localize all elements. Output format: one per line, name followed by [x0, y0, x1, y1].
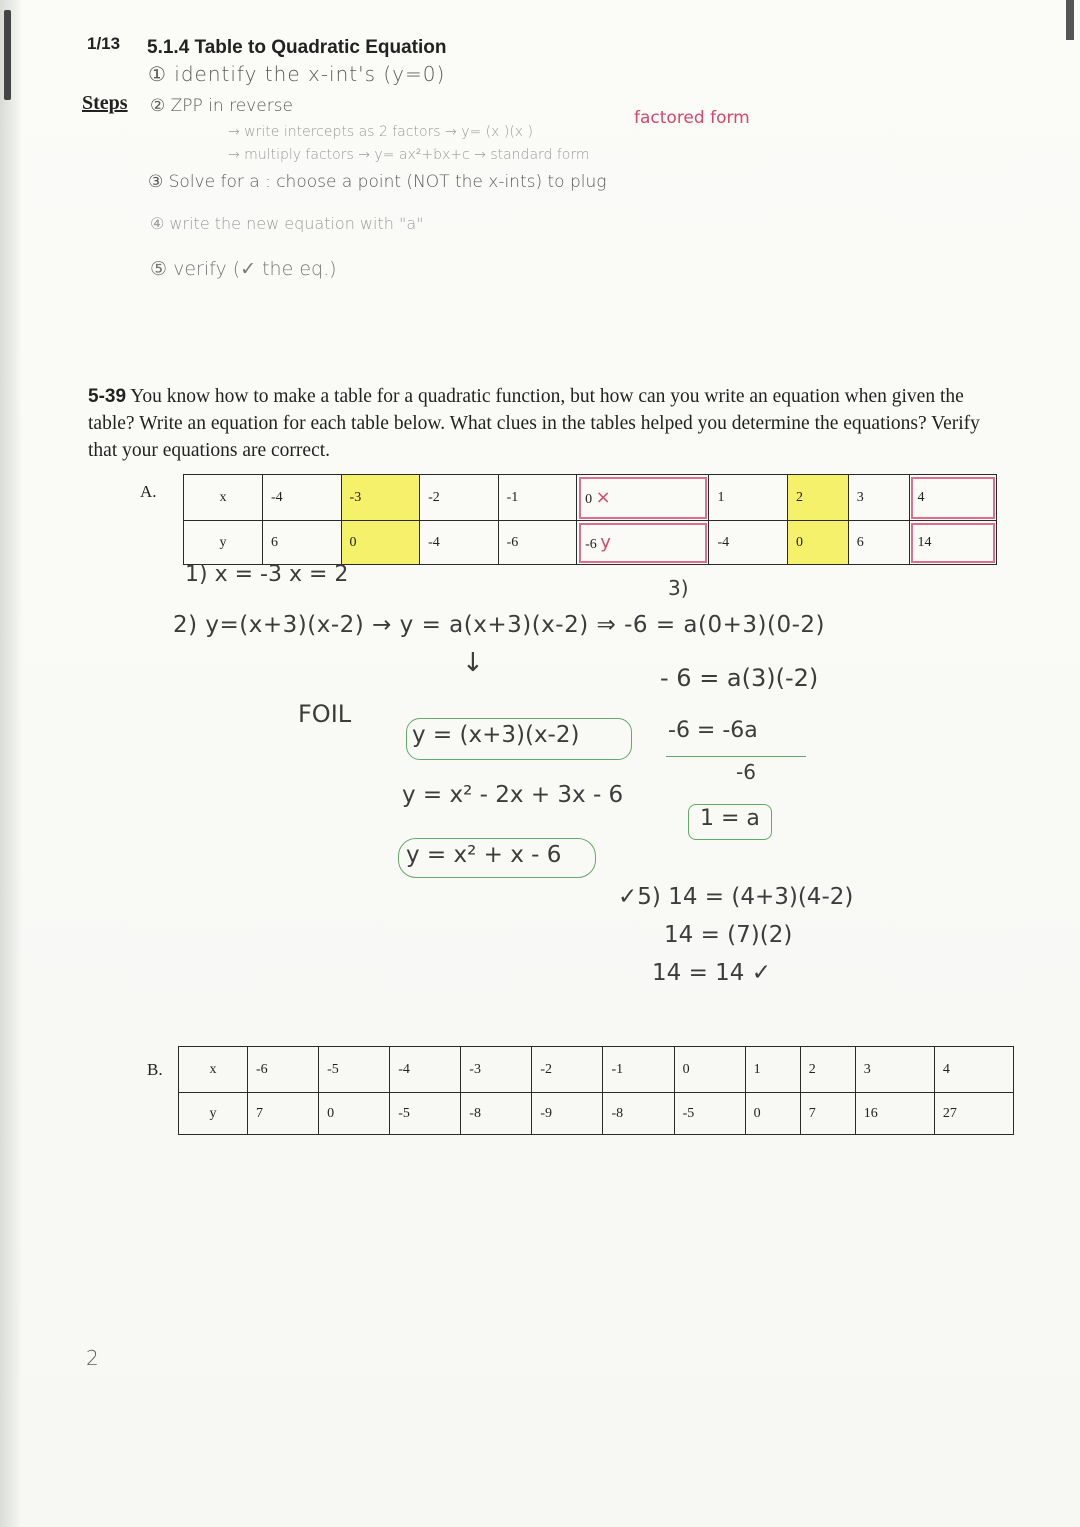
- table-b-label: B.: [147, 1060, 163, 1079]
- table-b-x-row: [179, 1047, 1014, 1093]
- problem-number: 5-39: [88, 386, 127, 407]
- table-a-y-cell: 0: [787, 521, 848, 565]
- table-a-x-cell: 4: [909, 475, 996, 521]
- work-intercepts: 1) x = -3 x = 2: [185, 562, 349, 587]
- arrow-down-icon: ↓: [462, 648, 484, 678]
- table-a-label: A.: [140, 482, 157, 501]
- table-a-y-value: -6: [585, 537, 597, 552]
- table-a-x-value: 0: [585, 492, 593, 507]
- table-a-y-cell: 6: [848, 521, 909, 565]
- table-b-x-cell: -2: [532, 1047, 603, 1093]
- table-a-y-cell: 0: [341, 521, 420, 565]
- table-a-x-row: [184, 475, 997, 521]
- table-b-y-cell: 0: [319, 1093, 390, 1135]
- work-step3-label: 3): [668, 576, 689, 600]
- table-a-x-cell: 2: [787, 475, 848, 521]
- table-a: [183, 474, 997, 565]
- table-b-y-cell: -5: [674, 1093, 745, 1135]
- table-b-x-cell: 0: [674, 1047, 745, 1093]
- note-step2b: → multiply factors → y= ax²+bx+c → standard form: [228, 147, 590, 163]
- work-a-step1: - 6 = a(3)(-2): [660, 664, 819, 692]
- table-b-x-cell: 1: [745, 1047, 800, 1093]
- table-b-y-row: [179, 1093, 1014, 1135]
- table-b-y-cell: -9: [532, 1093, 603, 1135]
- foil-label: FOIL: [298, 700, 352, 728]
- table-b-x-cell: -3: [461, 1047, 532, 1093]
- note-factored-form: factored form: [634, 108, 750, 128]
- work-a-step3: -6: [736, 760, 756, 784]
- work-factored: y = (x+3)(x-2): [412, 722, 580, 748]
- table-b-x-cell: -5: [319, 1047, 390, 1093]
- table-b-y-label: y: [179, 1093, 248, 1135]
- table-b-x-cell: 2: [800, 1047, 855, 1093]
- work-a-step2: -6 = -6a: [668, 718, 758, 743]
- work-a-value: 1 = a: [700, 806, 760, 831]
- table-a-x-cell: 3: [848, 475, 909, 521]
- note-step4: ④ write the new equation with "a": [150, 214, 424, 233]
- table-b-x-cell: -1: [603, 1047, 674, 1093]
- binder-edge: [0, 0, 22, 1527]
- steps-label: Steps: [82, 92, 128, 114]
- table-b-y-cell: -5: [390, 1093, 461, 1135]
- divider-line: [666, 756, 806, 757]
- table-a-x-cell: -4: [263, 475, 342, 521]
- table-a-y-cell: -6: [498, 521, 577, 565]
- page-edge-mark: [1066, 0, 1074, 40]
- note-step2a: → write intercepts as 2 factors → y= (x )(x ): [228, 124, 533, 140]
- table-b-x-cell: -4: [390, 1047, 461, 1093]
- table-a-x-label: x: [184, 475, 263, 521]
- y-mark: y: [600, 532, 611, 553]
- page-title: 5.1.4 Table to Quadratic Equation: [147, 37, 447, 58]
- table-b-x-cell: 3: [855, 1047, 934, 1093]
- table-b-x-label: x: [179, 1047, 248, 1093]
- table-a-y-cell: -4: [420, 521, 499, 565]
- table-a-x-cell: [577, 475, 709, 521]
- table-a-y-label: y: [184, 521, 263, 565]
- table-a-x-cell: -1: [498, 475, 577, 521]
- work-expanded: y = x² - 2x + 3x - 6: [402, 782, 624, 808]
- table-b-y-cell: 27: [934, 1093, 1013, 1135]
- work-standard-form: y = x² + x - 6: [406, 842, 562, 868]
- table-a-y-row: [184, 521, 997, 565]
- page-number: 1/13: [87, 34, 121, 53]
- table-a-y-cell: [577, 521, 709, 565]
- table-a-x-cell: -2: [420, 475, 499, 521]
- table-b: [178, 1046, 1014, 1135]
- note-step1: ① identify the x-int's (y=0): [148, 62, 446, 86]
- verify-line2: 14 = (7)(2): [664, 922, 793, 948]
- table-a-y-cell: 14: [909, 521, 996, 565]
- table-a-x-cell: -3: [341, 475, 420, 521]
- table-a-y-cell: 6: [263, 521, 342, 565]
- table-b-y-cell: -8: [461, 1093, 532, 1135]
- table-b-y-cell: 16: [855, 1093, 934, 1135]
- table-a-x-cell: 1: [709, 475, 788, 521]
- verify-line1: ✓5) 14 = (4+3)(4-2): [618, 884, 854, 910]
- table-b-x-cell: 4: [934, 1047, 1013, 1093]
- problem-statement: [88, 383, 1008, 464]
- table-b-y-cell: 7: [248, 1093, 319, 1135]
- table-b-y-cell: -8: [603, 1093, 674, 1135]
- x-mark: ×: [595, 487, 611, 508]
- table-b-y-cell: 7: [800, 1093, 855, 1135]
- binder-clip: [4, 10, 11, 100]
- work-zpp-reverse: 2) y=(x+3)(x-2) → y = a(x+3)(x-2) ⇒ -6 = a(0+3)(0-2): [173, 612, 826, 638]
- table-b-y-cell: 0: [745, 1093, 800, 1135]
- verify-line3: 14 = 14 ✓: [652, 960, 772, 986]
- note-step5: ⑤ verify (✓ the eq.): [150, 258, 337, 280]
- problem-text: You know how to make a table for a quadratic function, but how can you write an equation when given the table? Write an equation for each table below. What clues in the tables helped you determine the equations? Verify that your equations are correct.: [88, 386, 980, 461]
- table-b-x-cell: -6: [248, 1047, 319, 1093]
- note-step3: ③ Solve for a : choose a point (NOT the x-ints) to plug: [148, 172, 607, 192]
- note-step2: ② ZPP in reverse: [150, 96, 293, 116]
- table-a-y-cell: -4: [709, 521, 788, 565]
- margin-mark: 2: [86, 1346, 99, 1370]
